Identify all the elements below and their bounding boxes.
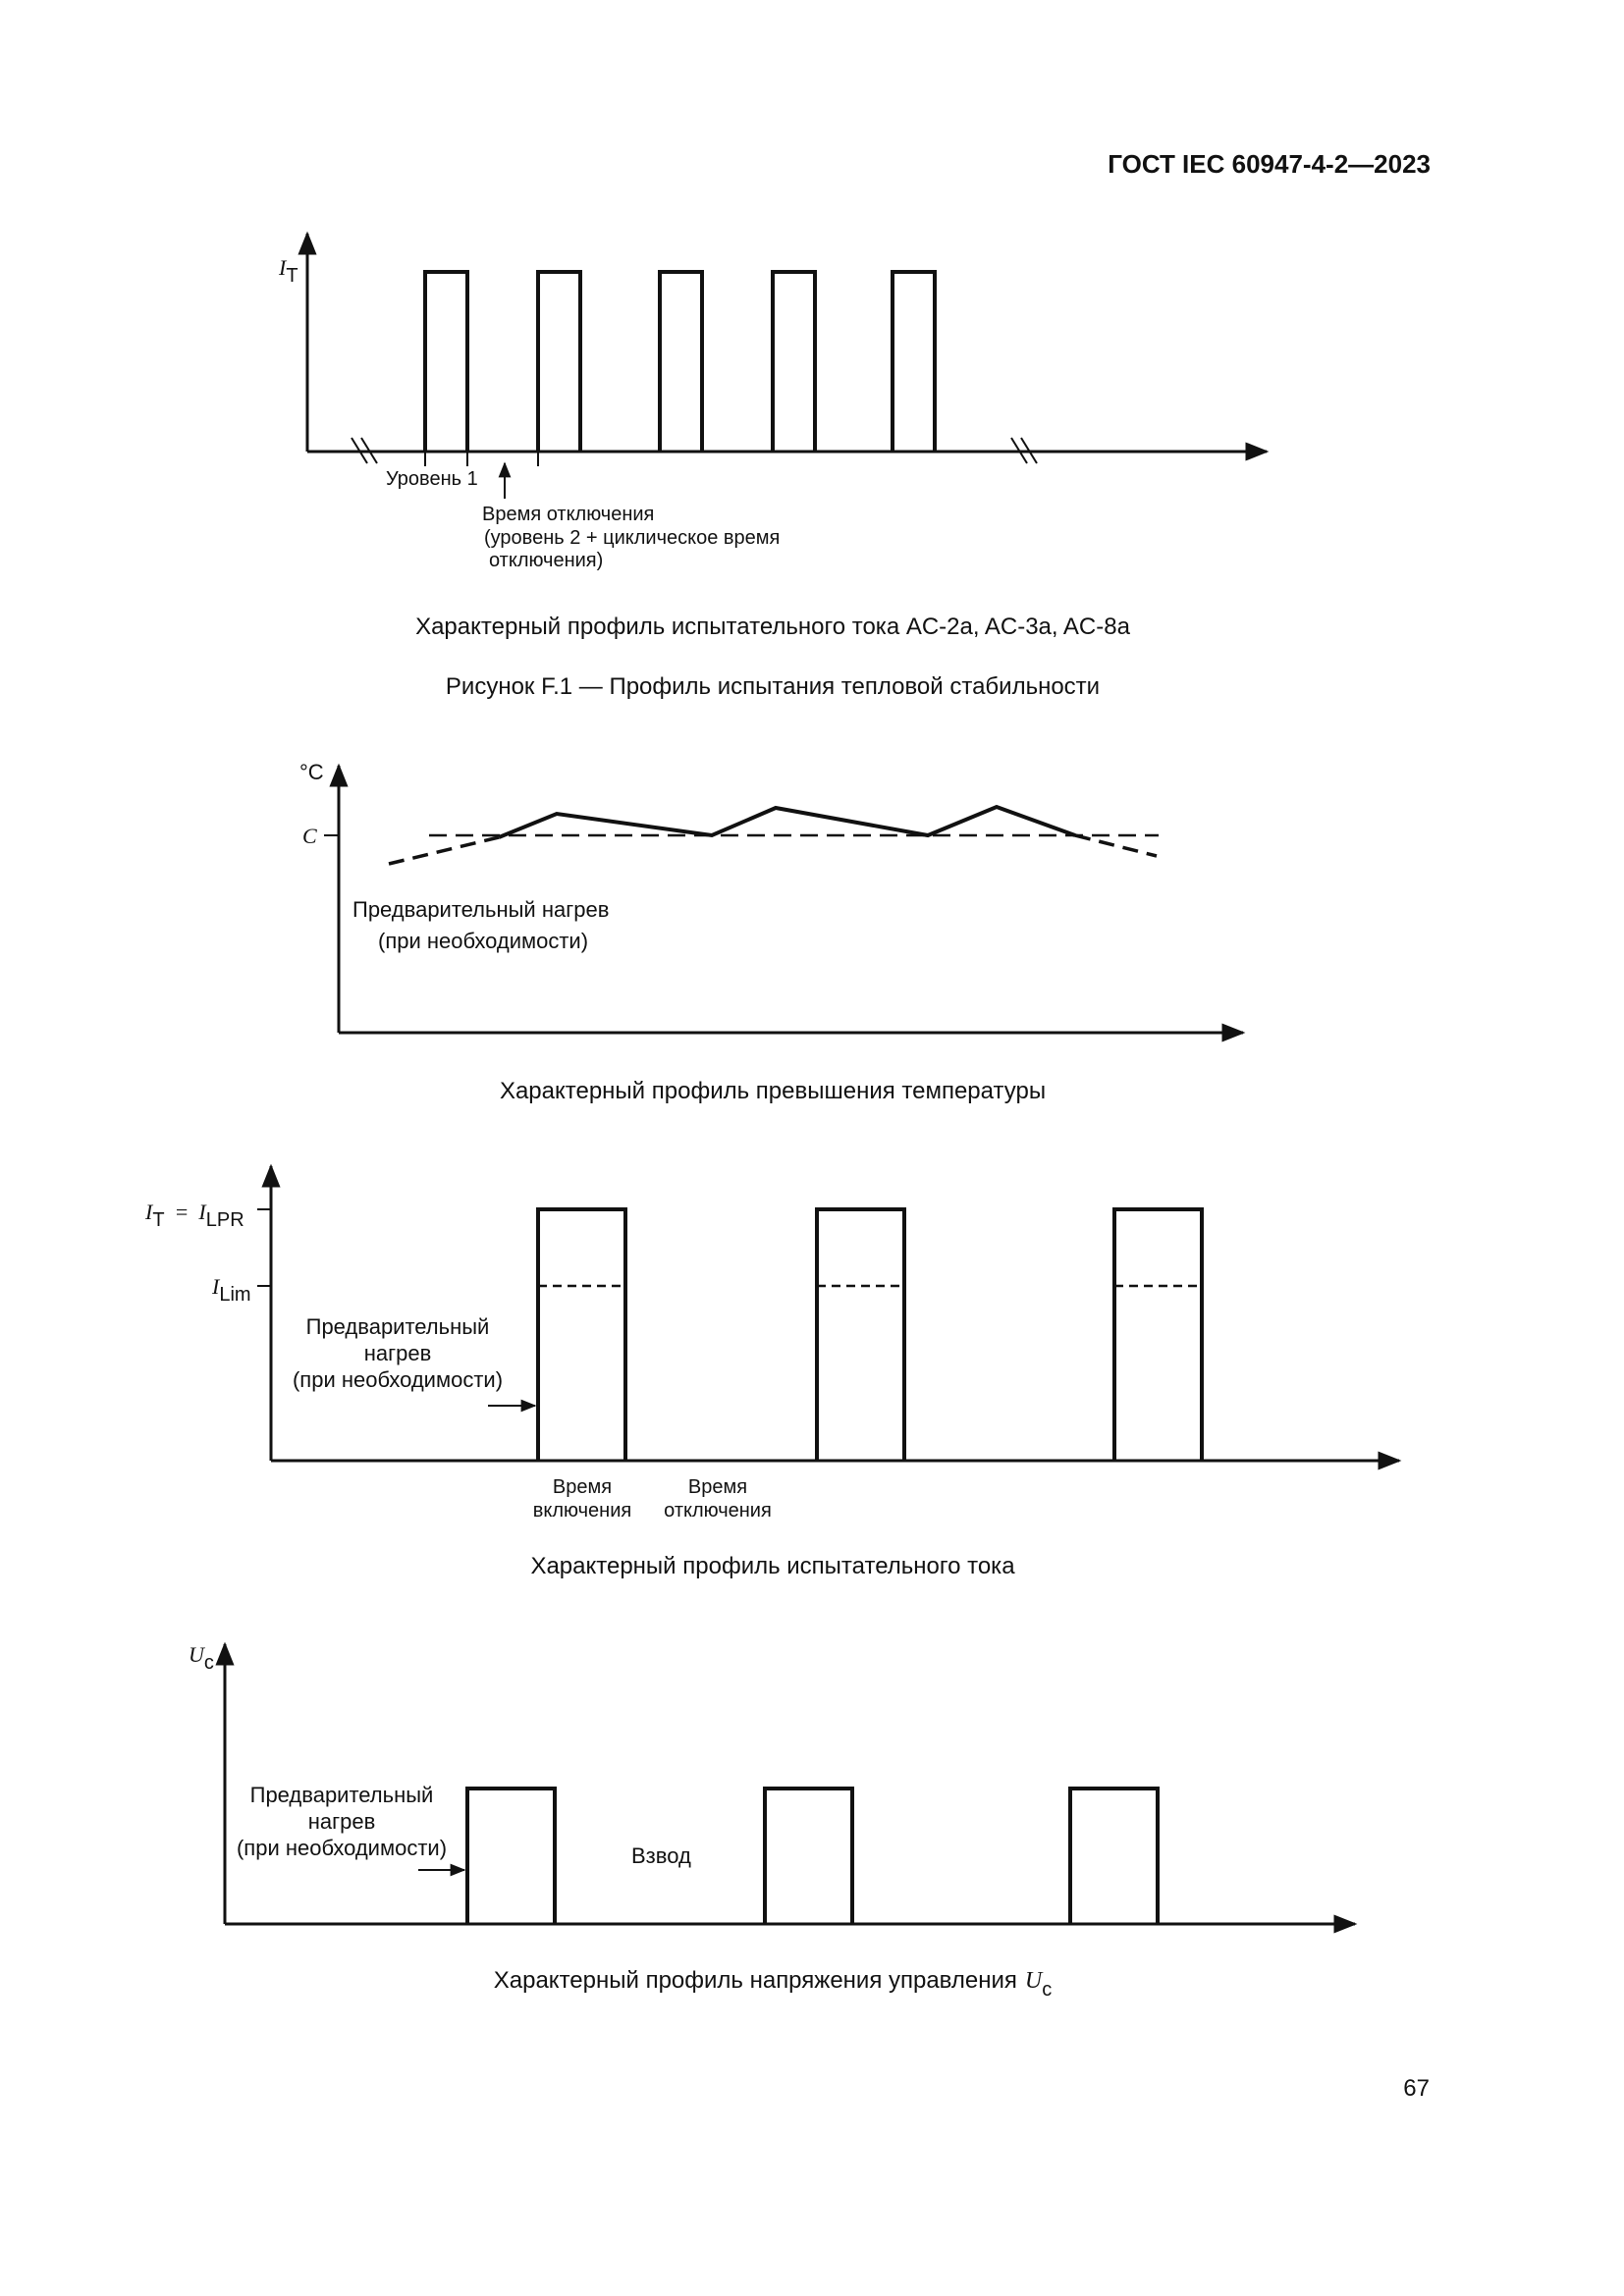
figure1-diagram: [307, 234, 1267, 499]
fig3-preheat-line3: (при необходимости): [292, 1367, 504, 1392]
fig1-pulse: [660, 272, 702, 452]
fig3-off-time-line1: Время: [687, 1476, 748, 1498]
fig2-temperature-line: [499, 807, 1075, 837]
fig3-preheat-line2: нагрев: [363, 1341, 432, 1365]
fig1-pulse: [538, 272, 580, 452]
fig1-pulse: [893, 272, 935, 452]
fig3-pulse: [817, 1209, 904, 1461]
fig2-y-unit: °C: [299, 760, 324, 784]
fig4-preheat-line1: Предварительный: [249, 1783, 434, 1807]
fig2-preheat-line2: (при необходимости): [378, 929, 589, 953]
fig3-pulse: [1114, 1209, 1202, 1461]
fig4-pulse: [467, 1789, 555, 1924]
fig2-caption: Характерный профиль превышения температуры: [499, 1078, 1047, 1104]
fig2-cooling-line: [1075, 835, 1157, 856]
fig1-caption: Характерный профиль испытательного тока AC-2a, AC-3a, AC-8a: [415, 614, 1130, 640]
fig2-preheat-line1: Предварительный нагрев: [352, 897, 610, 922]
fig2-level-label: C: [302, 824, 317, 848]
fig3-on-time-line1: Время: [552, 1476, 613, 1498]
fig3-caption: Характерный профиль испытательного тока: [530, 1553, 1015, 1579]
fig4-caption: Характерный профиль напряжения управления $U_c$: [493, 1967, 1053, 2001]
fig1-level1-label: Уровень 1: [386, 468, 478, 490]
fig3-off-time-line2: отключения: [664, 1500, 772, 1522]
fig3-label-ilim: ILim: [212, 1274, 251, 1306]
fig4-pulse: [1070, 1789, 1158, 1924]
fig4-preheat-line3: (при необходимости): [236, 1836, 448, 1860]
document-id: ГОСТ IEC 60947-4-2—2023: [1108, 149, 1431, 179]
fig4-arming-label: Взвод: [631, 1843, 691, 1868]
fig1-y-label: IT: [279, 255, 298, 287]
fig3-label-it-eq-ilpr: IT = ILPR: [145, 1200, 244, 1231]
figure3-diagram: [257, 1166, 1399, 1461]
figure-title: Рисунок F.1 — Профиль испытания тепловой стабильности: [445, 673, 1101, 700]
fig3-pulse: [538, 1209, 625, 1461]
fig1-off-time-line1: Время отключения: [482, 504, 655, 525]
fig3-on-time-line2: включения: [532, 1500, 632, 1522]
fig4-pulse: [765, 1789, 852, 1924]
page-number: 67: [1403, 2075, 1430, 2102]
fig1-pulse: [773, 272, 815, 452]
fig2-preheat-line: [389, 837, 499, 864]
fig3-preheat-line1: Предварительный: [305, 1314, 490, 1339]
fig1-off-time-line2: (уровень 2 + циклическое время: [484, 527, 781, 549]
fig4-preheat-line2: нагрев: [307, 1809, 376, 1834]
fig1-off-time-line3: отключения): [489, 550, 604, 571]
fig4-y-label: Uc: [189, 1642, 214, 1674]
fig1-pulse: [425, 272, 467, 452]
